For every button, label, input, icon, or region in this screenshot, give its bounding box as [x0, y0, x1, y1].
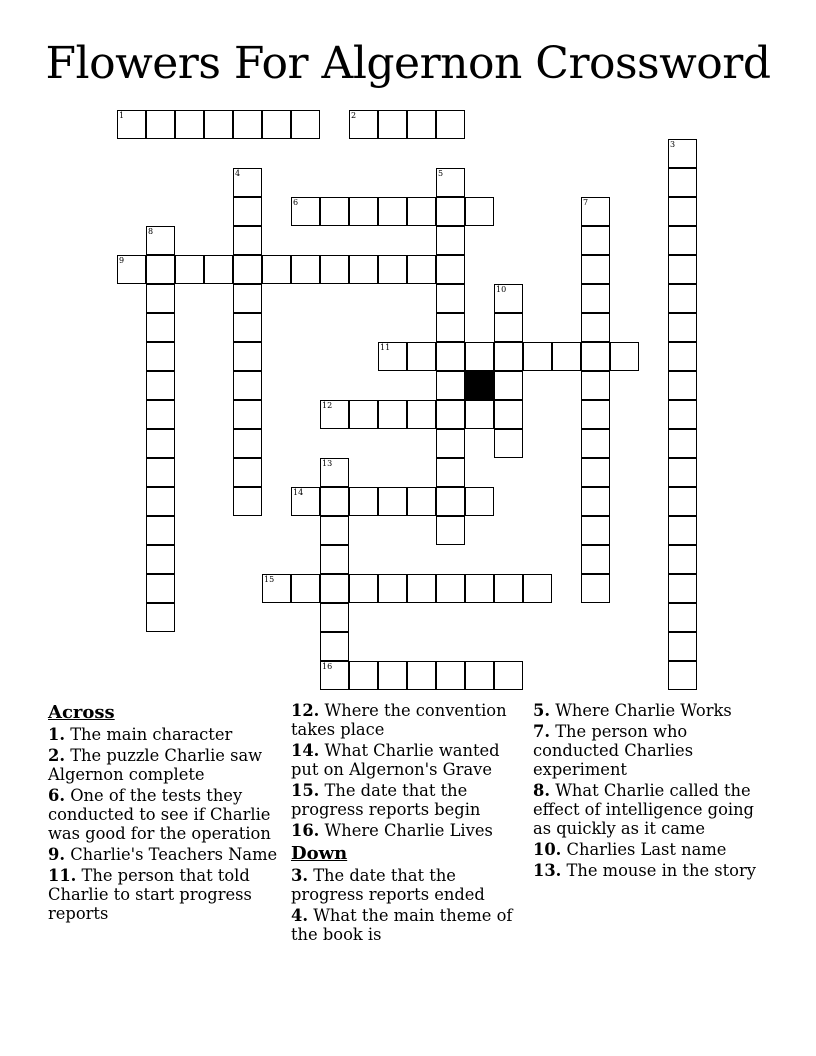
grid-cell[interactable] — [146, 313, 175, 342]
grid-cell[interactable] — [668, 458, 697, 487]
cell-number: 13 — [322, 459, 333, 468]
grid-cell[interactable] — [204, 110, 233, 139]
grid-cell[interactable] — [494, 342, 523, 371]
clue-across-12 — [291, 701, 531, 739]
grid-cell[interactable] — [262, 255, 291, 284]
clue-text: The person who conducted Charlies experiment — [533, 722, 694, 779]
across-heading: Across — [48, 702, 115, 723]
clue-down-13 — [533, 861, 773, 880]
grid-cell[interactable] — [291, 255, 320, 284]
cell-number: 16 — [322, 662, 333, 671]
cell-number: 12 — [322, 401, 333, 410]
grid-cell[interactable] — [117, 255, 146, 284]
clue-across-15 — [291, 781, 531, 819]
clue-number: 11. — [48, 866, 77, 885]
grid-cell[interactable] — [465, 342, 494, 371]
grid-cell[interactable] — [494, 284, 523, 313]
clue-text: The person that told Charlie to start progress reports — [48, 866, 252, 923]
grid-cell[interactable] — [320, 458, 349, 487]
grid-cell[interactable] — [320, 197, 349, 226]
grid-cell[interactable] — [465, 197, 494, 226]
grid-cell[interactable] — [146, 574, 175, 603]
clue-text: Where the convention takes place — [291, 701, 507, 739]
grid-cell[interactable] — [146, 342, 175, 371]
clue-down-8 — [533, 781, 773, 838]
grid-cell[interactable] — [233, 313, 262, 342]
clue-number: 8. — [533, 781, 550, 800]
grid-cell[interactable] — [436, 400, 465, 429]
clue-number: 5. — [533, 701, 550, 720]
clue-text: The date that the progress reports ended — [291, 866, 485, 904]
down-heading: Down — [291, 843, 348, 864]
grid-cell[interactable] — [668, 400, 697, 429]
grid-cell[interactable] — [581, 197, 610, 226]
clue-number: 13. — [533, 861, 562, 880]
grid-cell[interactable] — [668, 139, 697, 168]
cell-number: 6 — [293, 198, 299, 207]
grid-cell[interactable] — [581, 516, 610, 545]
grid-cell[interactable] — [436, 371, 465, 400]
cell-number: 15 — [264, 575, 275, 584]
grid-cell[interactable] — [175, 255, 204, 284]
cell-number: 9 — [119, 256, 125, 265]
grid-cell[interactable] — [581, 545, 610, 574]
grid-cell[interactable] — [668, 255, 697, 284]
grid-cell[interactable] — [581, 284, 610, 313]
clue-across-11 — [48, 866, 288, 923]
grid-cell[interactable] — [291, 110, 320, 139]
clue-text: The main character — [70, 725, 233, 744]
grid-cell[interactable] — [494, 371, 523, 400]
grid-cell[interactable] — [262, 574, 291, 603]
grid-cell[interactable] — [378, 487, 407, 516]
grid-cell[interactable] — [378, 342, 407, 371]
grid-cell[interactable] — [668, 313, 697, 342]
grid-cell[interactable] — [407, 574, 436, 603]
clue-down-4 — [291, 906, 531, 944]
cell-number: 4 — [235, 169, 241, 178]
grid-cell[interactable] — [233, 429, 262, 458]
clue-text: One of the tests they conducted to see if Charlie was good for the operation — [48, 786, 271, 843]
grid-cell[interactable] — [436, 429, 465, 458]
grid-cell[interactable] — [291, 574, 320, 603]
grid-cell[interactable] — [233, 400, 262, 429]
grid-cell[interactable] — [407, 400, 436, 429]
clues-column-2 — [291, 701, 531, 946]
grid-cell[interactable] — [146, 400, 175, 429]
grid-cell[interactable] — [668, 632, 697, 661]
grid-cell[interactable] — [668, 342, 697, 371]
clue-down-5 — [533, 701, 773, 720]
clue-text: The puzzle Charlie saw Algernon complete — [48, 746, 263, 784]
grid-cell[interactable] — [668, 284, 697, 313]
grid-cell[interactable] — [204, 255, 233, 284]
grid-cell[interactable] — [668, 574, 697, 603]
grid-cell[interactable] — [378, 110, 407, 139]
grid-cell[interactable] — [668, 661, 697, 690]
clue-number: 3. — [291, 866, 308, 885]
grid-cell[interactable] — [523, 342, 552, 371]
grid-cell[interactable] — [407, 661, 436, 690]
grid-cell[interactable] — [465, 574, 494, 603]
clue-number: 12. — [291, 701, 320, 720]
cell-number: 10 — [496, 285, 507, 294]
grid-cell[interactable] — [320, 400, 349, 429]
grid-cell[interactable] — [436, 197, 465, 226]
grid-cell[interactable] — [436, 574, 465, 603]
grid-cell[interactable] — [291, 197, 320, 226]
grid-cell[interactable] — [436, 313, 465, 342]
clue-across-14 — [291, 741, 531, 779]
grid-cell[interactable] — [668, 545, 697, 574]
cell-number: 8 — [148, 227, 154, 236]
black-cell — [465, 371, 494, 400]
grid-cell[interactable] — [233, 255, 262, 284]
grid-cell[interactable] — [494, 429, 523, 458]
grid-cell[interactable] — [436, 458, 465, 487]
grid-cell[interactable] — [552, 342, 581, 371]
grid-cell[interactable] — [668, 429, 697, 458]
grid-cell[interactable] — [581, 313, 610, 342]
cell-number: 2 — [351, 111, 357, 120]
grid-cell[interactable] — [610, 342, 639, 371]
grid-cell[interactable] — [349, 197, 378, 226]
clue-number: 9. — [48, 845, 65, 864]
grid-cell[interactable] — [581, 226, 610, 255]
grid-cell[interactable] — [146, 371, 175, 400]
grid-cell[interactable] — [320, 661, 349, 690]
clue-text: Charlies Last name — [566, 840, 727, 859]
grid-cell[interactable] — [291, 487, 320, 516]
grid-cell[interactable] — [668, 603, 697, 632]
grid-cell[interactable] — [262, 110, 291, 139]
grid-cell[interactable] — [175, 110, 204, 139]
grid-cell[interactable] — [320, 632, 349, 661]
grid-cell[interactable] — [581, 487, 610, 516]
clue-text: Where Charlie Works — [555, 701, 732, 720]
cell-number: 11 — [380, 343, 391, 352]
grid-cell[interactable] — [320, 516, 349, 545]
clue-text: What Charlie wanted put on Algernon's Grave — [291, 741, 500, 779]
clue-number: 14. — [291, 741, 320, 760]
clue-number: 16. — [291, 821, 320, 840]
grid-cell[interactable] — [494, 574, 523, 603]
clue-number: 7. — [533, 722, 550, 741]
clue-down-10 — [533, 840, 773, 859]
clue-text: The date that the progress reports begin — [291, 781, 481, 819]
grid-cell[interactable] — [233, 168, 262, 197]
grid-cell[interactable] — [146, 429, 175, 458]
grid-cell[interactable] — [146, 545, 175, 574]
clue-down-7 — [533, 722, 773, 779]
grid-cell[interactable] — [407, 487, 436, 516]
grid-cell[interactable] — [320, 574, 349, 603]
grid-cell[interactable] — [668, 516, 697, 545]
grid-cell[interactable] — [668, 168, 697, 197]
grid-cell[interactable] — [581, 458, 610, 487]
cell-number: 1 — [119, 111, 125, 120]
grid-cell[interactable] — [407, 342, 436, 371]
clue-text: What the main theme of the book is — [291, 906, 513, 944]
clue-across-6 — [48, 786, 288, 843]
grid-cell[interactable] — [494, 661, 523, 690]
grid-cell[interactable] — [146, 458, 175, 487]
grid-cell[interactable] — [146, 487, 175, 516]
grid-cell[interactable] — [233, 371, 262, 400]
grid-cell[interactable] — [349, 400, 378, 429]
grid-cell[interactable] — [465, 661, 494, 690]
grid-cell[interactable] — [465, 400, 494, 429]
grid-cell[interactable] — [320, 255, 349, 284]
grid-cell[interactable] — [436, 168, 465, 197]
cell-number: 14 — [293, 488, 304, 497]
clue-down-3 — [291, 866, 531, 904]
grid-cell[interactable] — [233, 110, 262, 139]
grid-cell[interactable] — [407, 110, 436, 139]
clue-number: 1. — [48, 725, 65, 744]
clue-across-9 — [48, 845, 288, 864]
grid-cell[interactable] — [378, 197, 407, 226]
clue-across-1 — [48, 725, 288, 744]
puzzle-title: Flowers For Algernon Crossword — [45, 38, 771, 89]
clue-number: 15. — [291, 781, 320, 800]
grid-cell[interactable] — [233, 487, 262, 516]
clue-text: Charlie's Teachers Name — [70, 845, 278, 864]
clue-across-16 — [291, 821, 531, 840]
grid-cell[interactable] — [349, 574, 378, 603]
clue-text: Where Charlie Lives — [324, 821, 493, 840]
grid-cell[interactable] — [146, 284, 175, 313]
grid-cell[interactable] — [320, 487, 349, 516]
grid-cell[interactable] — [320, 603, 349, 632]
clue-across-2 — [48, 746, 288, 784]
grid-cell[interactable] — [436, 226, 465, 255]
grid-cell[interactable] — [233, 342, 262, 371]
grid-cell[interactable] — [581, 574, 610, 603]
grid-cell[interactable] — [581, 342, 610, 371]
grid-cell[interactable] — [146, 226, 175, 255]
grid-cell[interactable] — [349, 110, 378, 139]
grid-cell[interactable] — [146, 255, 175, 284]
grid-cell[interactable] — [146, 603, 175, 632]
cell-number: 3 — [670, 140, 676, 149]
grid-cell[interactable] — [117, 110, 146, 139]
grid-cell[interactable] — [407, 255, 436, 284]
grid-cell[interactable] — [436, 516, 465, 545]
clue-number: 10. — [533, 840, 562, 859]
clue-text: What Charlie called the effect of intelligence going as quickly as it came — [533, 781, 754, 838]
clue-text: The mouse in the story — [566, 861, 756, 880]
grid-cell[interactable] — [146, 516, 175, 545]
cell-number: 5 — [438, 169, 444, 178]
grid-cell[interactable] — [668, 226, 697, 255]
grid-cell[interactable] — [407, 197, 436, 226]
grid-cell[interactable] — [581, 400, 610, 429]
grid-cell[interactable] — [581, 429, 610, 458]
clue-number: 2. — [48, 746, 65, 765]
grid-cell[interactable] — [494, 313, 523, 342]
grid-cell[interactable] — [581, 255, 610, 284]
grid-cell[interactable] — [378, 574, 407, 603]
grid-cell[interactable] — [146, 110, 175, 139]
grid-cell[interactable] — [436, 110, 465, 139]
grid-cell[interactable] — [233, 458, 262, 487]
clues-column-3 — [533, 701, 773, 882]
grid-cell[interactable] — [523, 574, 552, 603]
grid-cell[interactable] — [465, 487, 494, 516]
clue-number: 6. — [48, 786, 65, 805]
grid-cell[interactable] — [668, 371, 697, 400]
grid-cell[interactable] — [668, 197, 697, 226]
grid-cell[interactable] — [378, 255, 407, 284]
grid-cell[interactable] — [436, 284, 465, 313]
grid-cell[interactable] — [668, 487, 697, 516]
grid-cell[interactable] — [320, 545, 349, 574]
cell-number: 7 — [583, 198, 589, 207]
grid-cell[interactable] — [349, 661, 378, 690]
grid-cell[interactable] — [436, 342, 465, 371]
grid-cell[interactable] — [436, 255, 465, 284]
grid-cell[interactable] — [233, 226, 262, 255]
grid-cell[interactable] — [581, 371, 610, 400]
grid-cell[interactable] — [436, 487, 465, 516]
clues-column-1 — [48, 701, 288, 925]
grid-cell[interactable] — [378, 661, 407, 690]
grid-cell[interactable] — [233, 284, 262, 313]
grid-cell[interactable] — [349, 255, 378, 284]
clue-number: 4. — [291, 906, 308, 925]
grid-cell[interactable] — [378, 400, 407, 429]
grid-cell[interactable] — [436, 661, 465, 690]
grid-cell[interactable] — [233, 197, 262, 226]
grid-cell[interactable] — [349, 487, 378, 516]
grid-cell[interactable] — [494, 400, 523, 429]
